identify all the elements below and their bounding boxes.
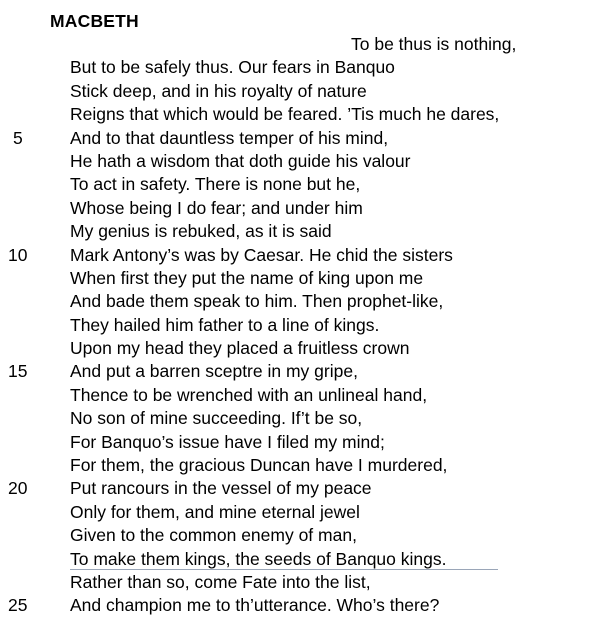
verse-line <box>0 56 591 79</box>
line-text: And put a barren sceptre in my gripe, <box>70 361 358 382</box>
line-text: Given to the common enemy of man, <box>70 525 357 546</box>
line-text: For Banquo’s issue have I filed my mind; <box>70 431 385 452</box>
line-text: When first they put the name of king upon me <box>70 267 424 288</box>
verse-line <box>0 501 591 524</box>
line-number: 10 <box>8 244 28 265</box>
verse-line <box>0 524 591 547</box>
verse-line <box>0 290 591 313</box>
verse-line <box>0 384 591 407</box>
verse-line <box>0 407 591 430</box>
verse-line <box>0 150 591 173</box>
verse-line <box>0 80 591 103</box>
line-number: 25 <box>8 595 28 616</box>
verse-line <box>0 477 591 500</box>
line-text: To be thus is nothing, <box>351 34 517 54</box>
verse-line <box>0 197 591 220</box>
speaker-name: MACBETH <box>50 11 139 31</box>
line-text: To act in safety. There is none but he, <box>70 174 361 195</box>
verse-line <box>0 337 591 360</box>
verse-line <box>0 220 591 243</box>
verse-line <box>0 594 591 617</box>
verse-line <box>0 127 591 150</box>
line-text: Only for them, and mine eternal jewel <box>70 501 360 522</box>
line-text: Upon my head they placed a fruitless crown <box>70 338 410 359</box>
line-text: Whose being I do fear; and under him <box>70 197 363 218</box>
line-text: My genius is rebuked, as it is said <box>70 221 332 242</box>
line-text: He hath a wisdom that doth guide his valour <box>70 150 411 171</box>
verse-line <box>0 244 591 267</box>
line-text: Thence to be wrenched with an unlineal hand, <box>70 384 428 405</box>
verse-line <box>0 314 591 337</box>
line-text: For them, the gracious Duncan have I murdered, <box>70 455 448 476</box>
verse-line <box>0 173 591 196</box>
line-text: And champion me to th’utterance. Who’s there? <box>70 595 440 616</box>
verse-line <box>0 360 591 383</box>
verse-line <box>0 431 591 454</box>
line-text: But to be safely thus. Our fears in Banquo <box>70 57 395 78</box>
verse-line-underlined <box>0 548 591 571</box>
verse-line <box>0 33 591 56</box>
verse-line <box>0 267 591 290</box>
line-text: No son of mine succeeding. If’t be so, <box>70 408 363 429</box>
line-text: To make them kings, the seeds of Banquo kings. <box>70 548 447 569</box>
line-text: And to that dauntless temper of his mind, <box>70 127 389 148</box>
line-text: They hailed him father to a line of kings. <box>70 314 380 335</box>
verse-line <box>0 103 591 126</box>
line-text: Rather than so, come Fate into the list, <box>70 571 371 592</box>
verse-line <box>0 454 591 477</box>
line-text: Put rancours in the vessel of my peace <box>70 478 372 499</box>
line-text: And bade them speak to him. Then prophet-like, <box>70 291 444 312</box>
verse-lines <box>0 33 591 618</box>
line-number: 15 <box>8 361 28 382</box>
line-text: Stick deep, and in his royalty of nature <box>70 80 367 101</box>
line-text: Reigns that which would be feared. ’Tis much he dares, <box>70 104 500 125</box>
line-text: Mark Antony’s was by Caesar. He chid the sisters <box>70 244 453 265</box>
line-number: 5 <box>13 127 23 148</box>
line-number: 20 <box>8 478 28 499</box>
verse-line <box>0 571 591 594</box>
